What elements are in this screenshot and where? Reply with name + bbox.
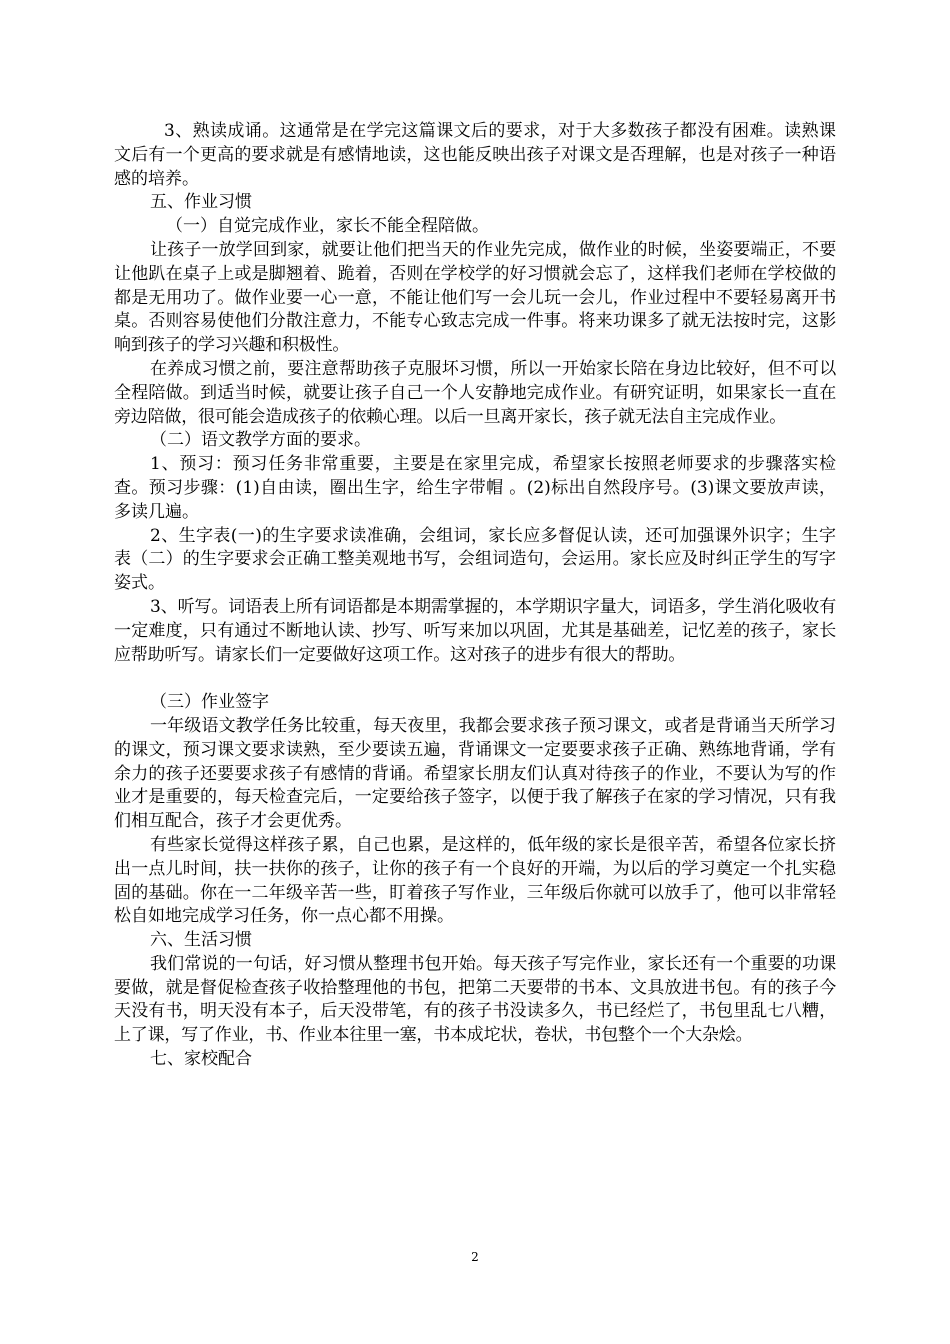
paragraph-homework-first: 让孩子一放学回到家，就要让他们把当天的作业先完成，做作业的时候，坐姿要端正，不要让他趴在桌子上或是脚翘着、跪着，否则在学校学的好习惯就会忘了，这样我们老师在学校做的都是无用功了。做作业要一心一意，不能让他们写一会儿玩一会儿，作业过程中不要轻易离开书桌。否则容易使他们分散注意力，不能专心致志完成一件事。将来功课多了就无法按时完，这影响到孩子的学习兴趣和积极性。 — [114, 239, 836, 356]
subheading-chinese-requirements: （二）语文教学方面的要求。 — [150, 430, 371, 451]
paragraph-character-table: 2、生字表(一)的生字要求读准确，会组词，家长应多督促认读，还可加强课外识字；生字表（二）的生字要求会正确工整美观地书写，会组词造句，会运用。家长应及时纠正学生的写字姿式。 — [114, 525, 836, 594]
heading-homework-habits: 五、作业习惯 — [150, 192, 252, 213]
paragraph-schoolbag: 我们常说的一句话，好习惯从整理书包开始。每天孩子写完作业，家长还有一个重要的功课要做，就是督促检查孩子收拾整理他的书包，把第二天要带的书本、文具放进书包。有的孩子今天没有书，明天没有本子，后天没带笔，有的孩子书没读多久，书已经烂了，书包里乱七八糟，上了课，写了作业，书、作业本往里一塞，书本成坨状，卷状，书包整个一个大杂烩。 — [114, 953, 836, 1046]
paragraph-parents-effort: 有些家长觉得这样孩子累，自己也累，是这样的，低年级的家长是很辛苦，希望各位家长挤出一点儿时间，扶一扶你的孩子，让你的孩子有一个良好的开端，为以后的学习奠定一个扎实稳固的基础。你在一二年级辛苦一些，盯着孩子写作业，三年级后你就可以放手了，他可以非常轻松自如地完成学习任务，你一点心都不用操。 — [114, 834, 836, 927]
paragraph-recitation: 3、熟读成诵。这通常是在学完这篇课文后的要求，对于大多数孩子都没有困难。读熟课文后有一个更高的要求就是有感情地读，这也能反映出孩子对课文是否理解，也是对孩子一种语感的培养。 — [114, 121, 836, 189]
subheading-independent-homework: （一）自觉完成作业，家长不能全程陪做。 — [166, 216, 489, 237]
paragraph-preview: 1、预习：预习任务非常重要，主要是在家里完成，希望家长按照老师要求的步骤落实检查。预习步骤：(1)自由读，圈出生字，给生字带帽 。(2)标出自然段序号。(3)课文要放声读，多读几遍。 — [114, 454, 836, 522]
paragraph-signature-detail: 一年级语文教学任务比较重，每天夜里，我都会要求孩子预习课文，或者是背诵当天所学习的课文，预习课文要求读熟，至少要读五遍，背诵课文一定要要求孩子正确、熟练地背诵，学有余力的孩子还要要求孩子有感情的背诵。希望家长朋友们认真对待孩子的作业，不要认为写的作业才是重要的，每天检查完后，一定要给孩子签字，以便于我了解孩子在家的学习情况，只有我们相互配合，孩子才会更优秀。 — [114, 715, 836, 832]
page-number: 2 — [471, 1250, 479, 1264]
blank-line — [114, 667, 836, 691]
heading-life-habits: 六、生活习惯 — [150, 930, 252, 951]
document-body — [114, 120, 836, 1072]
heading-home-school-cooperation: 七、家校配合 — [150, 1049, 252, 1070]
subheading-homework-signature: （三）作业签字 — [150, 692, 269, 713]
paragraph-break-bad-habits: 在养成习惯之前，要注意帮助孩子克服坏习惯，所以一开始家长陪在身边比较好，但不可以全程陪做。到适当时候，就要让孩子自己一个人安静地完成作业。有研究证明，如果家长一直在旁边陪做，很可能会造成孩子的依赖心理。以后一旦离开家长，孩子就无法自主完成作业。 — [114, 358, 836, 427]
paragraph-dictation: 3、听写。词语表上所有词语都是本期需掌握的，本学期识字量大，词语多，学生消化吸收有一定难度，只有通过不断地认读、抄写、听写来加以巩固，尤其是基础差，记忆差的孩子，家长应帮助听写。请家长们一定要做好这项工作。这对孩子的进步有很大的帮助。 — [114, 596, 836, 665]
